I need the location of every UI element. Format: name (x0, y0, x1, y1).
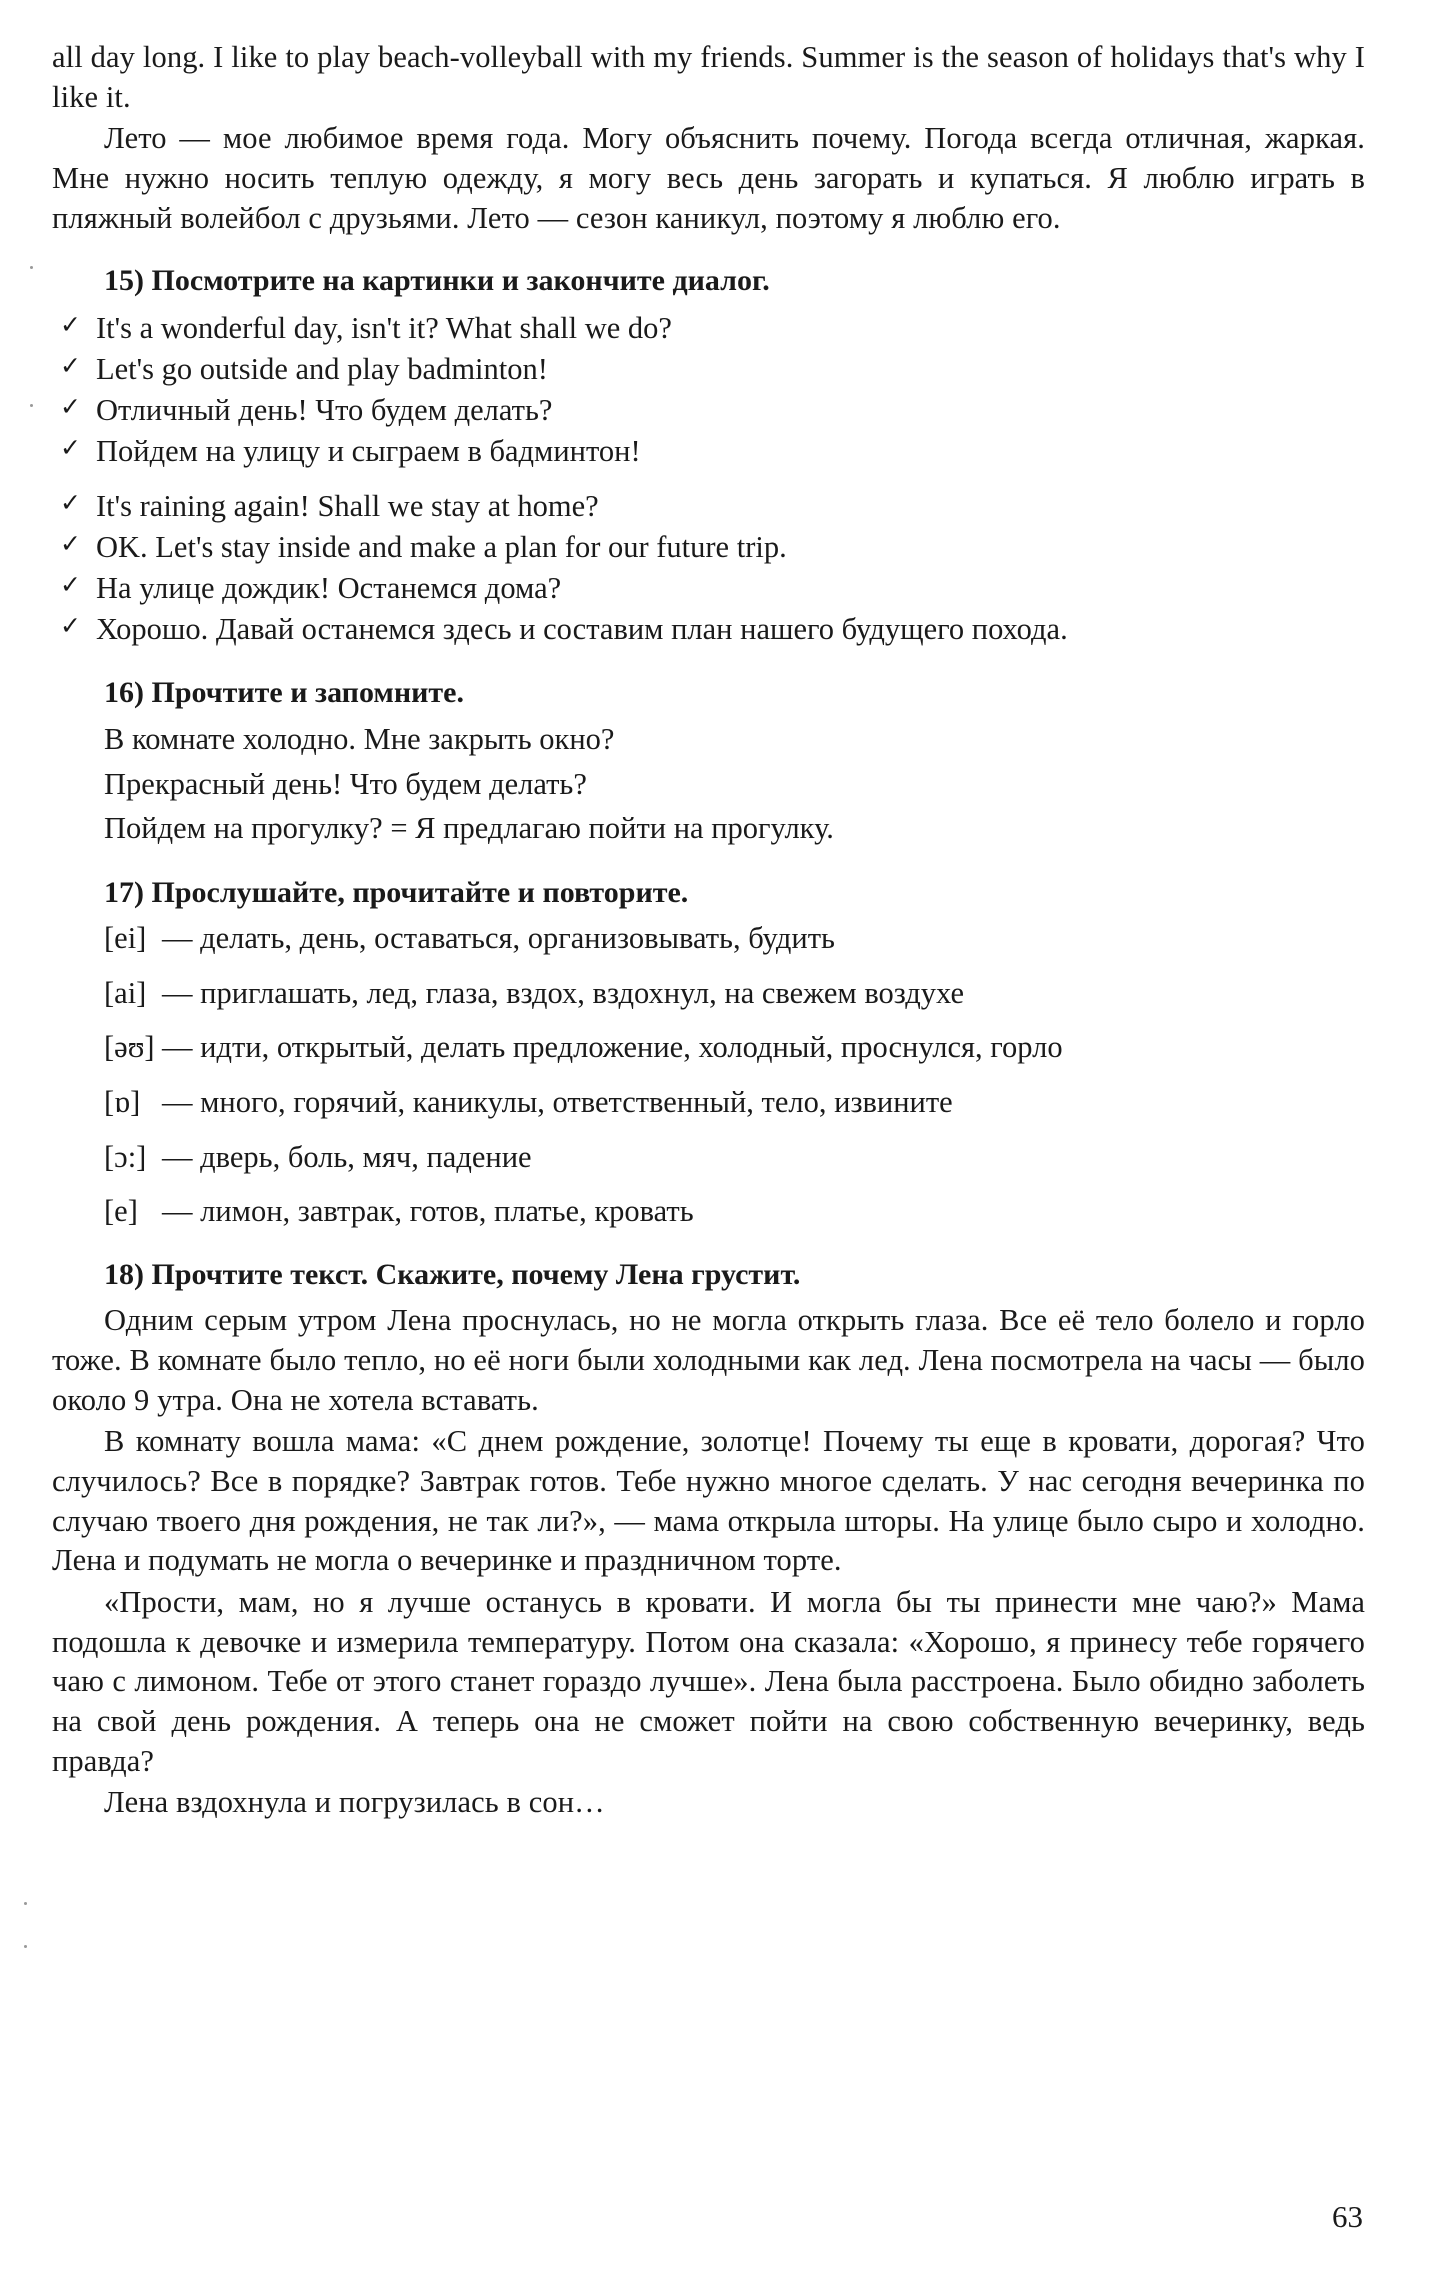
check-icon: ✓ (60, 352, 81, 380)
exercise-15-dialogue-list (52, 308, 1365, 650)
exercise-18-heading: 18) Прочтите текст. Скажите, почему Лена грустит. (104, 1257, 801, 1291)
phonetic-row (52, 919, 1365, 959)
dialogue-line: Хорошо. Давай останемся здесь и составим план нашего будущего похода. (96, 612, 1068, 647)
list-item (52, 486, 1365, 526)
phonetic-symbol: [ɒ] (104, 1085, 141, 1120)
phonetic-row (52, 1028, 1365, 1068)
list-item (52, 349, 1365, 389)
story-paragraph: Лена вздохнула и погрузилась в сон… (104, 1785, 605, 1820)
phonetic-words: — много, горячий, каникулы, ответственный, тело, извините (162, 1085, 953, 1120)
list-item (52, 308, 1365, 348)
dialogue-line: OK. Let's stay inside and make a plan for our future trip. (96, 529, 787, 564)
page-number: 63 (1332, 2199, 1363, 2234)
phonetic-words: — дверь, боль, мяч, падение (162, 1139, 532, 1174)
list-item (52, 568, 1365, 608)
phonetic-words: — приглашать, лед, глаза, вздох, вздохнул, на свежем воздухе (162, 975, 965, 1010)
exercise-16-heading: 16) Прочтите и запомните. (104, 675, 464, 709)
phonetic-words: — идти, открытый, делать предложение, холодный, проснулся, горло (162, 1030, 1063, 1065)
dialogue-line: Let's go outside and play badminton! (96, 351, 548, 386)
check-icon: ✓ (60, 613, 81, 641)
speck (30, 266, 33, 269)
speck (30, 404, 33, 407)
dialogue-line: На улице дождик! Останемся дома? (96, 571, 562, 606)
phonetic-row (52, 1083, 1365, 1123)
phonetic-symbol: [ei] (104, 921, 147, 956)
exercise-16-line: Пойдем на прогулку? = Я предлагаю пойти на прогулку. (104, 811, 834, 846)
list-item (52, 390, 1365, 430)
exercise-16-line: В комнате холодно. Мне закрыть окно? (104, 722, 615, 757)
check-icon: ✓ (60, 489, 81, 517)
phonetic-symbol: [e] (104, 1194, 138, 1229)
phonetic-row (52, 1138, 1365, 1178)
list-item (52, 609, 1365, 649)
phonetic-row (52, 974, 1365, 1014)
phonetic-row (52, 1192, 1365, 1232)
phonetic-words: — лимон, завтрак, готов, платье, кровать (162, 1194, 694, 1229)
paragraph-intro-en: all day long. I like to play beach-volleyball with my friends. Summer is the season of holidays that's why I like it. (52, 40, 1365, 114)
exercise-16-line: Прекрасный день! Что будем делать? (104, 766, 587, 801)
speck (24, 1902, 27, 1905)
story-paragraph: «Прости, мам, но я лучше останусь в кровати. И могла бы ты принести мне чаю?» Мама подошла к девочке и измерила температуру. Потом она сказала: «Хорошо, я принесу тебе горячего чаю с лимоном. Тебе от этого станет гораздо лучше». Лена была расстроена. Было обидно заболеть на свой день рождения. А теперь она не сможет пойти на свою собственную вечеринку, ведь правда? (52, 1584, 1365, 1778)
exercise-15-heading: 15) Посмотрите на картинки и закончите диалог. (104, 264, 770, 298)
speck (24, 1945, 27, 1948)
story-paragraph: В комнату вошла мама: «С днем рождение, золотце! Почему ты еще в кровати, дорогая? Что случилось? Все в порядке? Завтрак готов. Тебе нужно многое сделать. У нас сегодня вечеринка по случаю твоего дня рождения, не так ли?», — мама открыла шторы. На улице было сыро и холодно. Лена и подумать не могла о вечеринке и праздничном торте. (52, 1424, 1365, 1578)
phonetic-symbol: [ai] (104, 975, 147, 1010)
check-icon: ✓ (60, 435, 81, 463)
check-icon: ✓ (60, 394, 81, 422)
list-item (52, 527, 1365, 567)
check-icon: ✓ (60, 530, 81, 558)
phonetic-symbol: [ɔ:] (104, 1139, 147, 1174)
dialogue-line: Пойдем на улицу и сыграем в бадминтон! (96, 434, 641, 469)
check-icon: ✓ (60, 311, 81, 339)
check-icon: ✓ (60, 572, 81, 600)
dialogue-line: It's raining again! Shall we stay at home? (96, 488, 599, 523)
paragraph-intro-ru: Лето — мое любимое время года. Могу объяснить почему. Погода всегда отличная, жаркая. Мне нужно носить теплую одежду, я могу весь день загорать и купаться. Я люблю играть в пляжный волейбол с друзьями. Лето — сезон каникул, поэтому я люблю его. (52, 121, 1365, 235)
dialogue-line: It's a wonderful day, isn't it? What shall we do? (96, 310, 672, 345)
phonetic-symbol: [ǝʊ] (104, 1030, 155, 1065)
dialogue-line: Отличный день! Что будем делать? (96, 393, 553, 428)
list-item (52, 431, 1365, 471)
story-paragraph: Одним серым утром Лена проснулась, но не могла открыть глаза. Все её тело болело и горло тоже. В комнате было тепло, но её ноги были холодными как лед. Лена посмотрела на часы — было около 9 утра. Она не хотела вставать. (52, 1303, 1365, 1417)
phonetic-words: — делать, день, оставаться, организовывать, будить (162, 921, 835, 956)
exercise-17-heading: 17) Прослушайте, прочитайте и повторите. (104, 875, 689, 909)
